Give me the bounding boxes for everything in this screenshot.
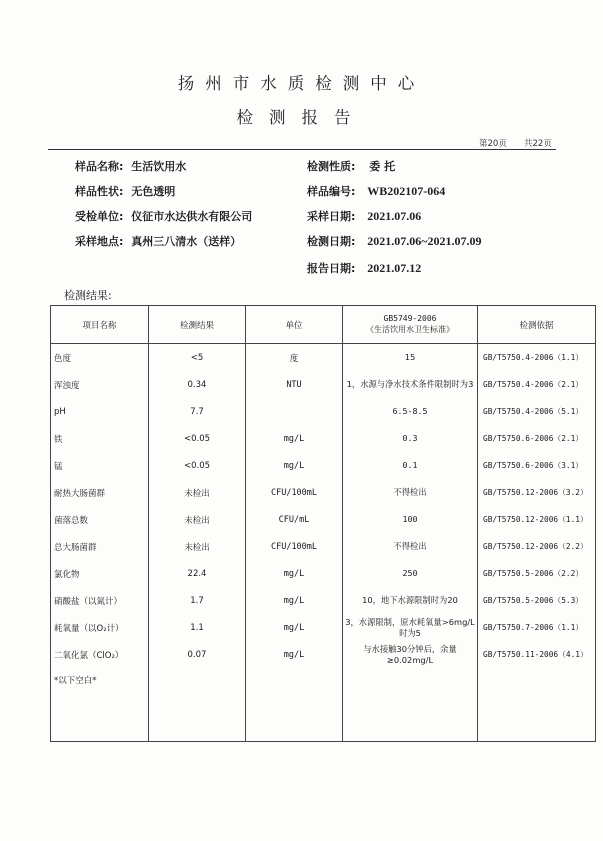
cell-item: 浑浊度	[51, 371, 149, 398]
cell-result: <0.05	[149, 425, 246, 452]
cell-unit: mg/L	[246, 614, 343, 641]
report-date-row	[307, 260, 421, 276]
cell-unit: 度	[246, 344, 343, 372]
table-header-row	[51, 306, 596, 344]
cell-item: 锰	[51, 452, 149, 479]
cell-unit	[246, 398, 343, 425]
report-date-value: 2021.07.12	[367, 261, 422, 275]
report-title: 检测报告	[236, 108, 367, 127]
sampling-date-label: 采样日期:	[307, 210, 356, 223]
test-date-row	[307, 233, 482, 249]
cell-basis: GB/T5750.4-2006（2.1）	[478, 371, 596, 398]
cell-basis: GB/T5750.6-2006（3.1）	[478, 452, 596, 479]
col-header-basis: 检测依据	[478, 306, 596, 344]
table-row	[51, 371, 596, 398]
cell-standard: 10，地下水源限制时为20	[343, 587, 478, 614]
cell-standard: 不得检出	[343, 533, 478, 560]
end-note: *以下空白*	[51, 668, 149, 742]
cell-standard: 不得检出	[343, 479, 478, 506]
cell-basis: GB/T5750.4-2006（1.1）	[478, 344, 596, 372]
table-row	[51, 614, 596, 641]
cell-item: 铁	[51, 425, 149, 452]
cell-item: 菌落总数	[51, 506, 149, 533]
test-nature-row	[307, 158, 395, 174]
standard-code: GB5749-2006	[383, 313, 437, 323]
test-date-label: 检测日期:	[307, 235, 356, 248]
client-label: 受检单位:	[75, 210, 124, 223]
sample-name-value: 生活饮用水	[131, 160, 187, 173]
cell-basis: GB/T5750.12-2006（3.2）	[478, 479, 596, 506]
cell-basis: GB/T5750.5-2006（2.2）	[478, 560, 596, 587]
cell-standard: 6.5-8.5	[343, 398, 478, 425]
header-divider	[48, 149, 556, 150]
sample-name-row	[75, 158, 186, 174]
empty-cell	[246, 668, 343, 742]
test-nature-value: 委 托	[369, 160, 396, 173]
cell-result: 7.7	[149, 398, 246, 425]
org-title: 扬州市水质检测中心	[177, 74, 426, 93]
client-row	[75, 208, 252, 224]
sample-state-label: 样品性状:	[75, 185, 124, 198]
test-nature-label: 检测性质:	[307, 160, 356, 173]
cell-basis: GB/T5750.6-2006（2.1）	[478, 425, 596, 452]
table-row	[51, 452, 596, 479]
cell-item: 色度	[51, 344, 149, 372]
sampling-site-label: 采样地点:	[75, 235, 124, 248]
cell-standard: 0.1	[343, 452, 478, 479]
cell-unit: CFU/mL	[246, 506, 343, 533]
table-row	[51, 479, 596, 506]
cell-result: 未检出	[149, 506, 246, 533]
cell-result: <0.05	[149, 452, 246, 479]
table-row	[51, 560, 596, 587]
cell-basis: GB/T5750.11-2006（4.1）	[478, 641, 596, 668]
table-end-row	[51, 668, 596, 742]
cell-standard: 与水接触30分钟后，余量≥0.02mg/L	[343, 641, 478, 668]
report-date-label: 报告日期:	[307, 262, 356, 275]
cell-basis: GB/T5750.5-2006（5.3）	[478, 587, 596, 614]
cell-unit: mg/L	[246, 452, 343, 479]
sampling-date-value: 2021.07.06	[367, 209, 422, 223]
col-header-result: 检测结果	[149, 306, 246, 344]
cell-unit: NTU	[246, 371, 343, 398]
cell-basis: GB/T5750.12-2006（1.1）	[478, 506, 596, 533]
table-row	[51, 425, 596, 452]
cell-result: 1.1	[149, 614, 246, 641]
cell-standard: 100	[343, 506, 478, 533]
cell-unit: mg/L	[246, 560, 343, 587]
cell-standard: 15	[343, 344, 478, 372]
cell-item: 二氧化氯（ClO₂）	[51, 641, 149, 668]
cell-result: 未检出	[149, 479, 246, 506]
cell-item: 耐热大肠菌群	[51, 479, 149, 506]
cell-standard: 250	[343, 560, 478, 587]
table-row	[51, 641, 596, 668]
sample-name-label: 样品名称:	[75, 160, 124, 173]
cell-unit: mg/L	[246, 425, 343, 452]
cell-result: 0.34	[149, 371, 246, 398]
cell-result: 22.4	[149, 560, 246, 587]
sample-no-label: 样品编号:	[307, 185, 356, 198]
empty-cell	[343, 668, 478, 742]
cell-result: 0.07	[149, 641, 246, 668]
client-value: 仪征市水达供水有限公司	[131, 210, 253, 223]
sample-state-value: 无色透明	[131, 185, 176, 198]
cell-item: 硝酸盐（以氮计）	[51, 587, 149, 614]
sample-state-row	[75, 183, 175, 199]
cell-basis: GB/T5750.7-2006（1.1）	[478, 614, 596, 641]
cell-item: 总大肠菌群	[51, 533, 149, 560]
page-number: 第20页	[479, 139, 507, 149]
cell-unit: CFU/100mL	[246, 479, 343, 506]
cell-basis: GB/T5750.4-2006（5.1）	[478, 398, 596, 425]
table-row	[51, 398, 596, 425]
col-header-standard	[343, 306, 478, 344]
cell-item: pH	[51, 398, 149, 425]
empty-cell	[149, 668, 246, 742]
cell-item: 氯化物	[51, 560, 149, 587]
cell-item: 耗氧量（以O₂计）	[51, 614, 149, 641]
table-row	[51, 344, 596, 372]
empty-cell	[478, 668, 596, 742]
table-row	[51, 587, 596, 614]
sample-no-value: WB202107-064	[367, 184, 446, 198]
results-table	[50, 305, 596, 742]
table-row	[51, 506, 596, 533]
sample-no-row	[307, 183, 445, 199]
test-date-value: 2021.07.06~2021.07.09	[367, 234, 482, 248]
cell-standard: 1，水源与净水技术条件限制时为3	[343, 371, 478, 398]
col-header-item: 项目名称	[51, 306, 149, 344]
table-row	[51, 533, 596, 560]
cell-unit: CFU/100mL	[246, 533, 343, 560]
col-header-unit: 单位	[246, 306, 343, 344]
cell-unit: mg/L	[246, 587, 343, 614]
cell-result: 1.7	[149, 587, 246, 614]
cell-unit: mg/L	[246, 641, 343, 668]
cell-standard: 3，水源限制，原水耗氧量>6mg/L时为5	[343, 614, 478, 641]
cell-result: <5	[149, 344, 246, 372]
cell-standard: 0.3	[343, 425, 478, 452]
sampling-date-row	[307, 208, 421, 224]
cell-basis: GB/T5750.12-2006（2.2）	[478, 533, 596, 560]
page-total: 共22页	[524, 139, 552, 149]
sampling-site-value: 真州三八清水（送样）	[131, 235, 242, 248]
cell-result: 未检出	[149, 533, 246, 560]
sampling-site-row	[75, 233, 241, 249]
standard-name: 《生活饮用水卫生标准》	[366, 324, 454, 334]
results-heading: 检测结果:	[64, 289, 112, 302]
